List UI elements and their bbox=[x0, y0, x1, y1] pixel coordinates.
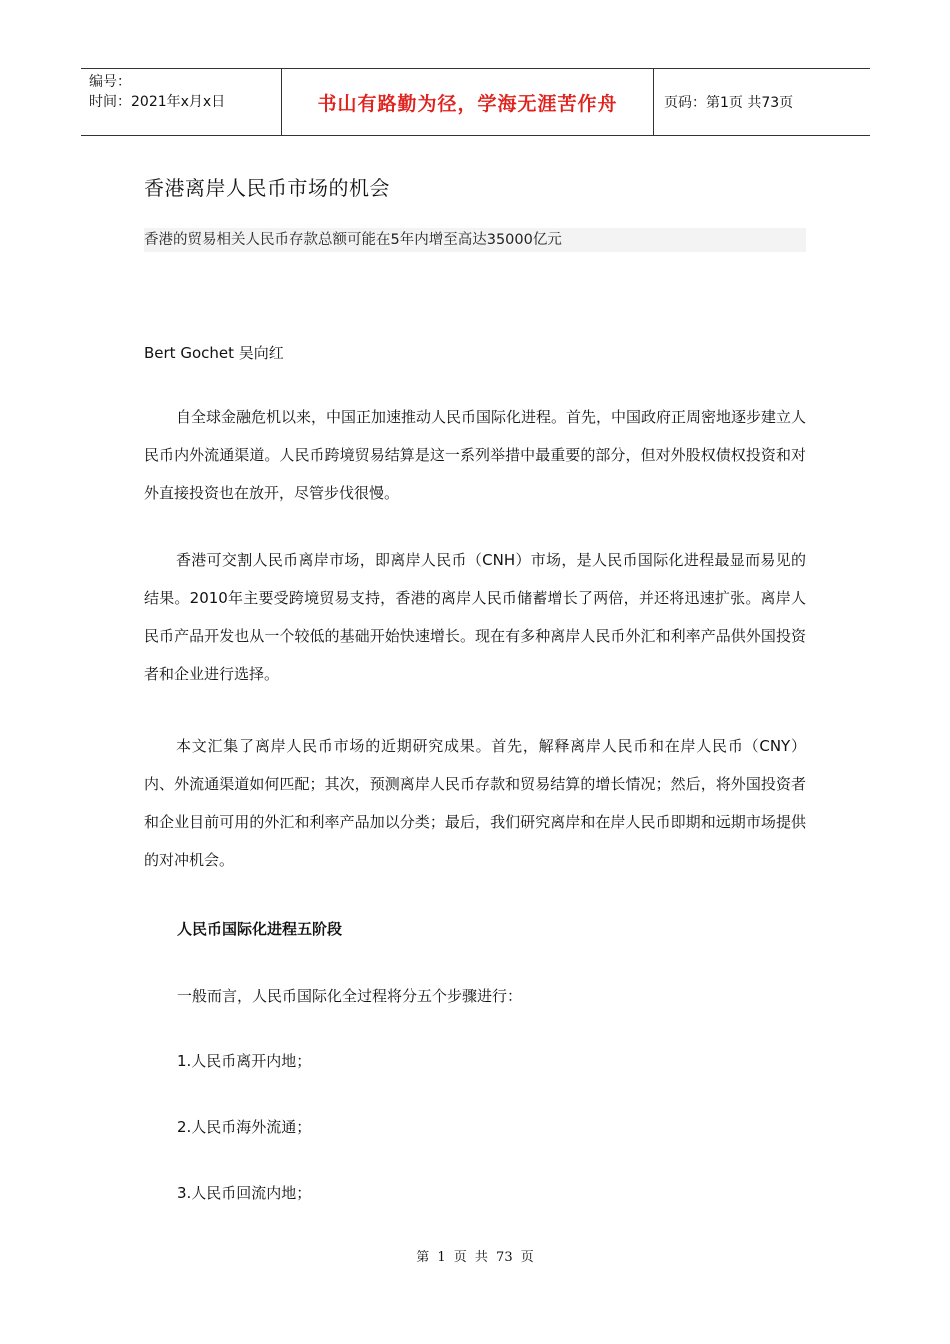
header-motto: 书山有路勤为径，学海无涯苦作舟 bbox=[282, 69, 654, 135]
document-date-label: 时间：2021年x月x日 bbox=[89, 94, 226, 110]
intro-line: 一般而言，人民币国际化全过程将分五个步骤进行： bbox=[177, 987, 523, 1005]
article-author: Bert Gochet 吴向红 bbox=[144, 344, 284, 362]
paragraph-1: 自全球金融危机以来，中国正加速推动人民币国际化进程。首先，中国政府正周密地逐步建立人民币内外流通渠道。人民币跨境贸易结算是这一系列举措中最重要的部分，但对外股权债权投资和对外直接投资也在放开，尽管步伐很慢。 bbox=[144, 408, 807, 502]
article-title: 香港离岸人民币市场的机会 bbox=[144, 176, 390, 200]
article-subtitle: 香港的贸易相关人民币存款总额可能在5年内增至高达35000亿元 bbox=[144, 228, 806, 252]
step-item-3: 3.人民币回流内地； bbox=[177, 1184, 312, 1202]
document-header bbox=[81, 68, 870, 136]
document-number-label: 编号： bbox=[89, 74, 131, 90]
paragraph-2: 香港可交割人民币离岸市场，即离岸人民币（CNH）市场，是人民币国际化进程最显而易见的结果。2010年主要受跨境贸易支持，香港的离岸人民币储蓄增长了两倍，并还将迅速扩张。离岸人民币产品开发也从一个较低的基础开始快速增长。现在有多种离岸人民币外汇和利率产品供外国投资者和企业进行选择。 bbox=[144, 551, 806, 683]
header-page-info: 页码：第1页 共73页 bbox=[664, 95, 794, 111]
step-item-2: 2.人民币海外流通； bbox=[177, 1118, 312, 1136]
header-info-cell bbox=[81, 69, 282, 135]
page-footer: 第 1 页 共 73 页 bbox=[416, 1250, 534, 1265]
paragraph-3: 本文汇集了离岸人民币市场的近期研究成果。首先，解释离岸人民币和在岸人民币（CNY）内、外流通渠道如何匹配；其次，预测离岸人民币存款和贸易结算的增长情况；然后，将外国投资者和企业目前可用的外汇和利率产品加以分类；最后，我们研究离岸和在岸人民币即期和远期市场提供的对冲机会。 bbox=[144, 737, 806, 869]
section-heading: 人民币国际化进程五阶段 bbox=[177, 920, 343, 938]
step-item-1: 1.人民币离开内地； bbox=[177, 1052, 312, 1070]
